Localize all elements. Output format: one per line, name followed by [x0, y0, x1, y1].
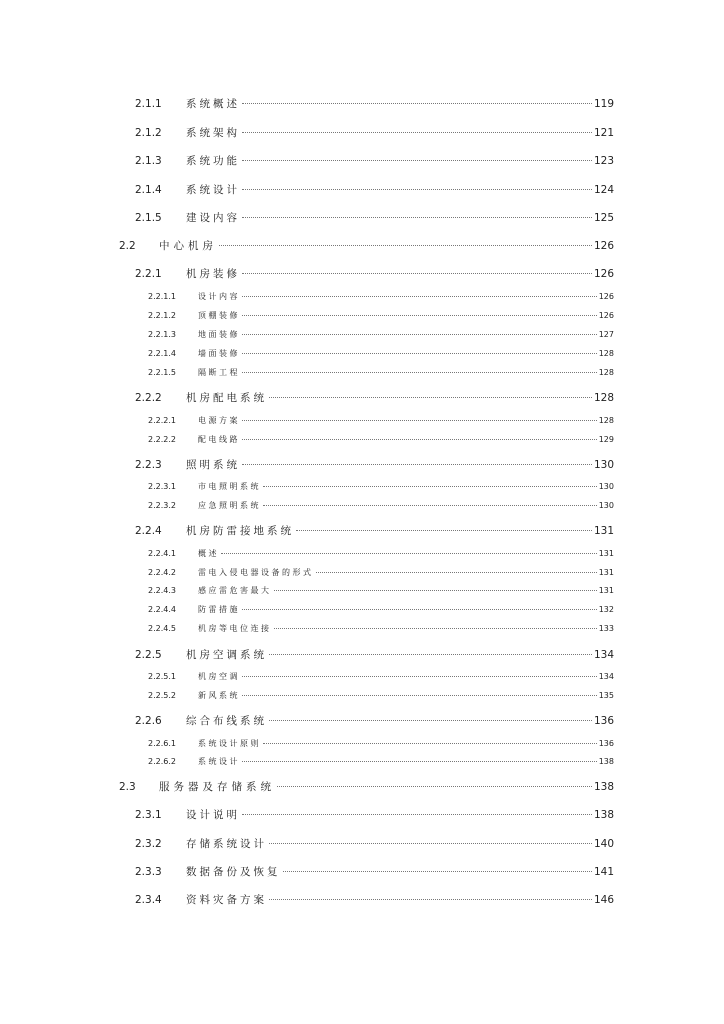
toc-number: 2.2.5	[135, 649, 162, 661]
dot-leader	[242, 334, 597, 335]
dot-leader	[242, 217, 592, 218]
toc-page-number: 128	[593, 392, 614, 404]
toc-number: 2.2.4.1	[148, 549, 176, 558]
toc-entry[interactable]	[148, 756, 614, 767]
toc-number: 2.2.6	[135, 715, 162, 727]
toc-title: 地面装修	[198, 330, 240, 339]
toc-entry[interactable]	[148, 548, 614, 559]
toc-title: 防雷措施	[198, 605, 240, 614]
toc-entry[interactable]	[148, 567, 614, 578]
toc-page-number: 121	[593, 127, 614, 139]
toc-page-number: 134	[598, 672, 614, 681]
toc-entry[interactable]	[148, 690, 614, 701]
toc-page-number: 125	[593, 212, 614, 224]
toc-entry[interactable]	[148, 434, 614, 445]
toc-number: 2.3.1	[135, 809, 162, 821]
dot-leader	[269, 899, 592, 900]
toc-page-number: 140	[593, 838, 614, 850]
toc-number: 2.2.4	[135, 525, 162, 537]
toc-page-number: 126	[598, 311, 614, 320]
toc-title: 机房装修	[186, 268, 240, 280]
dot-leader	[277, 786, 592, 787]
toc-page-number: 128	[598, 368, 614, 377]
toc-number: 2.2.5.2	[148, 691, 176, 700]
toc-page-number: 135	[598, 691, 614, 700]
toc-page-number: 134	[593, 649, 614, 661]
toc-page-number: 138	[593, 781, 614, 793]
toc-page-number: 133	[598, 624, 614, 633]
toc-entry[interactable]	[135, 523, 614, 538]
toc-title: 数据备份及恢复	[186, 866, 281, 878]
toc-entry[interactable]	[135, 96, 614, 111]
toc-page-number: 131	[598, 586, 614, 595]
toc-page-number: 138	[593, 809, 614, 821]
toc-entry[interactable]	[135, 266, 614, 281]
toc-entry[interactable]	[135, 210, 614, 225]
toc-title: 综合布线系统	[186, 715, 267, 727]
dot-leader	[263, 505, 597, 506]
toc-title: 感应雷危害最大	[198, 586, 272, 595]
toc-number: 2.2	[119, 240, 136, 252]
dot-leader	[242, 160, 592, 161]
toc-page-number: 128	[598, 349, 614, 358]
dot-leader	[242, 695, 597, 696]
dot-leader	[242, 761, 597, 762]
toc-page-number: 126	[598, 292, 614, 301]
toc-number: 2.2.1.3	[148, 330, 176, 339]
toc-entry[interactable]	[148, 348, 614, 359]
toc-entry[interactable]	[148, 291, 614, 302]
dot-leader	[242, 420, 597, 421]
toc-title: 系统概述	[186, 98, 240, 110]
toc-number: 2.2.1	[135, 268, 162, 280]
toc-entry[interactable]	[148, 481, 614, 492]
toc-entry[interactable]	[135, 390, 614, 405]
toc-page-number: 131	[593, 525, 614, 537]
toc-entry[interactable]	[148, 500, 614, 511]
toc-number: 2.2.1.1	[148, 292, 176, 301]
toc-page-number: 136	[593, 715, 614, 727]
toc-number: 2.3.4	[135, 894, 162, 906]
toc-title: 概述	[198, 549, 219, 558]
dot-leader	[283, 871, 592, 872]
toc-title: 应急照明系统	[198, 501, 261, 510]
dot-leader	[263, 486, 597, 487]
toc-number: 2.2.3	[135, 459, 162, 471]
toc-number: 2.1.1	[135, 98, 162, 110]
toc-page-number: 126	[593, 268, 614, 280]
toc-number: 2.2.1.2	[148, 311, 176, 320]
toc-entry[interactable]	[148, 415, 614, 426]
dot-leader	[274, 628, 597, 629]
toc-entry[interactable]	[135, 125, 614, 140]
dot-leader	[242, 676, 597, 677]
dot-leader	[242, 315, 597, 316]
toc-number: 2.2.4.3	[148, 586, 176, 595]
toc-title: 中心机房	[159, 240, 217, 252]
toc-number: 2.2.4.4	[148, 605, 176, 614]
toc-entry[interactable]	[148, 671, 614, 682]
toc-title: 新风系统	[198, 691, 240, 700]
toc-number: 2.2.6.1	[148, 739, 176, 748]
toc-page-number: 131	[598, 568, 614, 577]
toc-title: 雷电入侵电器设备的形式	[198, 568, 314, 577]
toc-number: 2.2.5.1	[148, 672, 176, 681]
toc-title: 机房空调系统	[186, 649, 267, 661]
dot-leader	[242, 296, 597, 297]
toc-number: 2.2.4.5	[148, 624, 176, 633]
toc-title: 机房防雷接地系统	[186, 525, 294, 537]
toc-page-number: 130	[598, 501, 614, 510]
toc-title: 墙面装修	[198, 349, 240, 358]
dot-leader	[221, 553, 597, 554]
toc-title: 机房配电系统	[186, 392, 267, 404]
toc-page-number: 131	[598, 549, 614, 558]
toc-number: 2.2.3.2	[148, 501, 176, 510]
toc-entry[interactable]	[148, 623, 614, 634]
toc-title: 设计说明	[186, 809, 240, 821]
toc-entry[interactable]	[148, 367, 614, 378]
dot-leader	[242, 132, 592, 133]
toc-number: 2.1.4	[135, 184, 162, 196]
toc-title: 设计内容	[198, 292, 240, 301]
dot-leader	[316, 572, 597, 573]
toc-title: 系统功能	[186, 155, 240, 167]
toc-number: 2.2.4.2	[148, 568, 176, 577]
toc-entry[interactable]	[135, 153, 614, 168]
toc-title: 电源方案	[198, 416, 240, 425]
toc-title: 系统设计原则	[198, 739, 261, 748]
dot-leader	[242, 464, 592, 465]
dot-leader	[242, 439, 597, 440]
toc-title: 照明系统	[186, 459, 240, 471]
toc-page-number: 132	[598, 605, 614, 614]
toc-entry[interactable]	[135, 647, 614, 662]
toc-entry[interactable]	[119, 779, 614, 794]
toc-page-number: 136	[598, 739, 614, 748]
toc-number: 2.3.3	[135, 866, 162, 878]
toc-title: 建设内容	[186, 212, 240, 224]
dot-leader	[269, 843, 592, 844]
dot-leader	[274, 590, 597, 591]
toc-page-number: 146	[593, 894, 614, 906]
toc-page-number: 126	[593, 240, 614, 252]
toc-number: 2.2.6.2	[148, 757, 176, 766]
toc-entry[interactable]	[135, 836, 614, 851]
dot-leader	[242, 273, 592, 274]
toc-number: 2.3.2	[135, 838, 162, 850]
toc-entry[interactable]	[135, 807, 614, 822]
toc-entry[interactable]	[148, 329, 614, 340]
toc-page-number: 130	[598, 482, 614, 491]
toc-entry[interactable]	[148, 585, 614, 596]
dot-leader	[263, 743, 597, 744]
dot-leader	[269, 654, 592, 655]
toc-page-number: 124	[593, 184, 614, 196]
toc-page-number: 130	[593, 459, 614, 471]
toc-page-number: 128	[598, 416, 614, 425]
toc-title: 存储系统设计	[186, 838, 267, 850]
toc-entry[interactable]	[148, 310, 614, 321]
toc-entry[interactable]	[135, 713, 614, 728]
toc-number: 2.3	[119, 781, 136, 793]
dot-leader	[269, 720, 592, 721]
toc-entry[interactable]	[135, 864, 614, 879]
dot-leader	[242, 609, 597, 610]
toc-number: 2.2.2.2	[148, 435, 176, 444]
toc-title: 市电照明系统	[198, 482, 261, 491]
toc-title: 系统设计	[198, 757, 240, 766]
dot-leader	[269, 397, 592, 398]
toc-number: 2.1.3	[135, 155, 162, 167]
toc-number: 2.2.2	[135, 392, 162, 404]
toc-number: 2.2.2.1	[148, 416, 176, 425]
dot-leader	[296, 530, 592, 531]
toc-number: 2.1.2	[135, 127, 162, 139]
dot-leader	[242, 814, 592, 815]
toc-entry[interactable]	[148, 604, 614, 615]
toc-title: 顶棚装修	[198, 311, 240, 320]
toc-entry[interactable]	[119, 238, 614, 253]
dot-leader	[242, 103, 592, 104]
toc-title: 配电线路	[198, 435, 240, 444]
toc-title: 资料灾备方案	[186, 894, 267, 906]
toc-page-number: 127	[598, 330, 614, 339]
toc-number: 2.1.5	[135, 212, 162, 224]
toc-title: 隔断工程	[198, 368, 240, 377]
toc-title: 机房空调	[198, 672, 240, 681]
toc-entry[interactable]	[135, 892, 614, 907]
toc-entry[interactable]	[135, 457, 614, 472]
dot-leader	[242, 189, 592, 190]
toc-title: 系统架构	[186, 127, 240, 139]
toc-entry[interactable]	[148, 738, 614, 749]
toc-title: 服务器及存储系统	[159, 781, 275, 793]
toc-page-number: 138	[598, 757, 614, 766]
toc-page-number: 129	[598, 435, 614, 444]
dot-leader	[242, 353, 597, 354]
toc-page-number: 119	[593, 98, 614, 110]
toc-number: 2.2.1.4	[148, 349, 176, 358]
toc-page-number: 123	[593, 155, 614, 167]
toc-number: 2.2.1.5	[148, 368, 176, 377]
toc-title: 系统设计	[186, 184, 240, 196]
toc-entry[interactable]	[135, 182, 614, 197]
dot-leader	[242, 372, 597, 373]
toc-title: 机房等电位连接	[198, 624, 272, 633]
toc-number: 2.2.3.1	[148, 482, 176, 491]
toc-page-number: 141	[593, 866, 614, 878]
dot-leader	[219, 245, 592, 246]
